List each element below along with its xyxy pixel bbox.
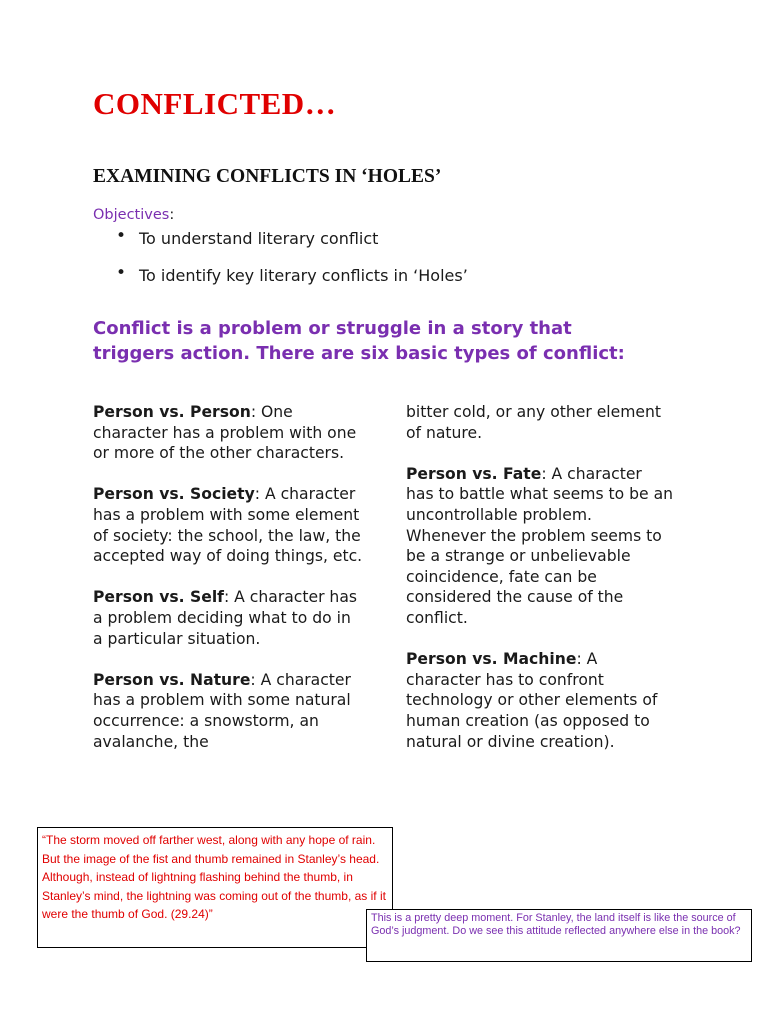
conflict-description: : A character has to confront technology or other elements of human creation (as opposed to natural or divine creation). [406, 650, 658, 751]
objective-text: To identify key literary conflicts in ‘Holes’ [139, 266, 468, 285]
conflict-term: Person vs. Nature [93, 670, 251, 689]
objectives-heading-label: Objectives [93, 207, 170, 223]
annotation-note: This is a pretty deep moment. For Stanley, the land itself is like the source of God’s judgment. Do we see this attitude reflected anywhere else in the book? [366, 909, 752, 962]
conflict-term: Person vs. Machine [406, 650, 577, 669]
conflict-description: : A character has a problem deciding what to do in a particular situation. [93, 588, 357, 648]
conflict-type-person-vs-fate [406, 464, 674, 629]
conflict-description: : One character has a problem with one or more of the other characters. [93, 403, 357, 463]
conflict-type-person-vs-machine [406, 649, 674, 752]
page-title: CONFLICTED… [93, 86, 337, 121]
conflict-term: Person vs. Person [93, 403, 251, 421]
quote-box: “The storm moved off farther west, along with any hope of rain. But the image of the fist and thumb remained in Stanley’s head. Although, instead of lightning flashing behind the thumb, in Stanley’s mind, the lightning was coming out of the thumb, as if it were the thumb of God. (29.24)” [37, 827, 393, 948]
objective-text: To understand literary conflict [139, 229, 379, 248]
page-subtitle: EXAMINING CONFLICTS IN ‘HOLES’ [93, 166, 442, 187]
conflict-type-person-vs-society [93, 484, 363, 566]
conflict-nature-continuation: bitter cold, or any other element of nature. [406, 403, 662, 442]
conflict-type-person-vs-nature [93, 670, 363, 752]
objectives-heading [93, 207, 174, 223]
conflict-term: Person vs. Fate [406, 464, 542, 483]
objectives-heading-colon: : [169, 207, 175, 223]
conflict-type-person-vs-person [93, 402, 363, 464]
conflict-term: Person vs. Society [93, 485, 255, 504]
conflict-description: : A character has a problem with some natural occurrence: a snowstorm, an avalanche, the [93, 670, 351, 751]
conflict-description: : A character has a problem with some element of society: the school, the law, the accepted way of doing things, etc. [93, 485, 363, 566]
conflict-types-left-column [93, 402, 363, 773]
conflict-types-right-column [406, 402, 674, 773]
conflict-type-person-vs-self [93, 587, 363, 649]
conflict-term: Person vs. Self [93, 588, 224, 607]
conflict-definition: Conflict is a problem or struggle in a story that triggers action. There are six basic types of conflict: [93, 318, 625, 364]
bullet-icon: • [116, 226, 127, 246]
bullet-icon: • [116, 263, 127, 283]
conflict-description: : A character has to battle what seems to be an uncontrollable problem. Whenever the problem seems to be a strange or unbelievable coincidence, fate can be considered the cause of the conflict. [406, 464, 674, 627]
